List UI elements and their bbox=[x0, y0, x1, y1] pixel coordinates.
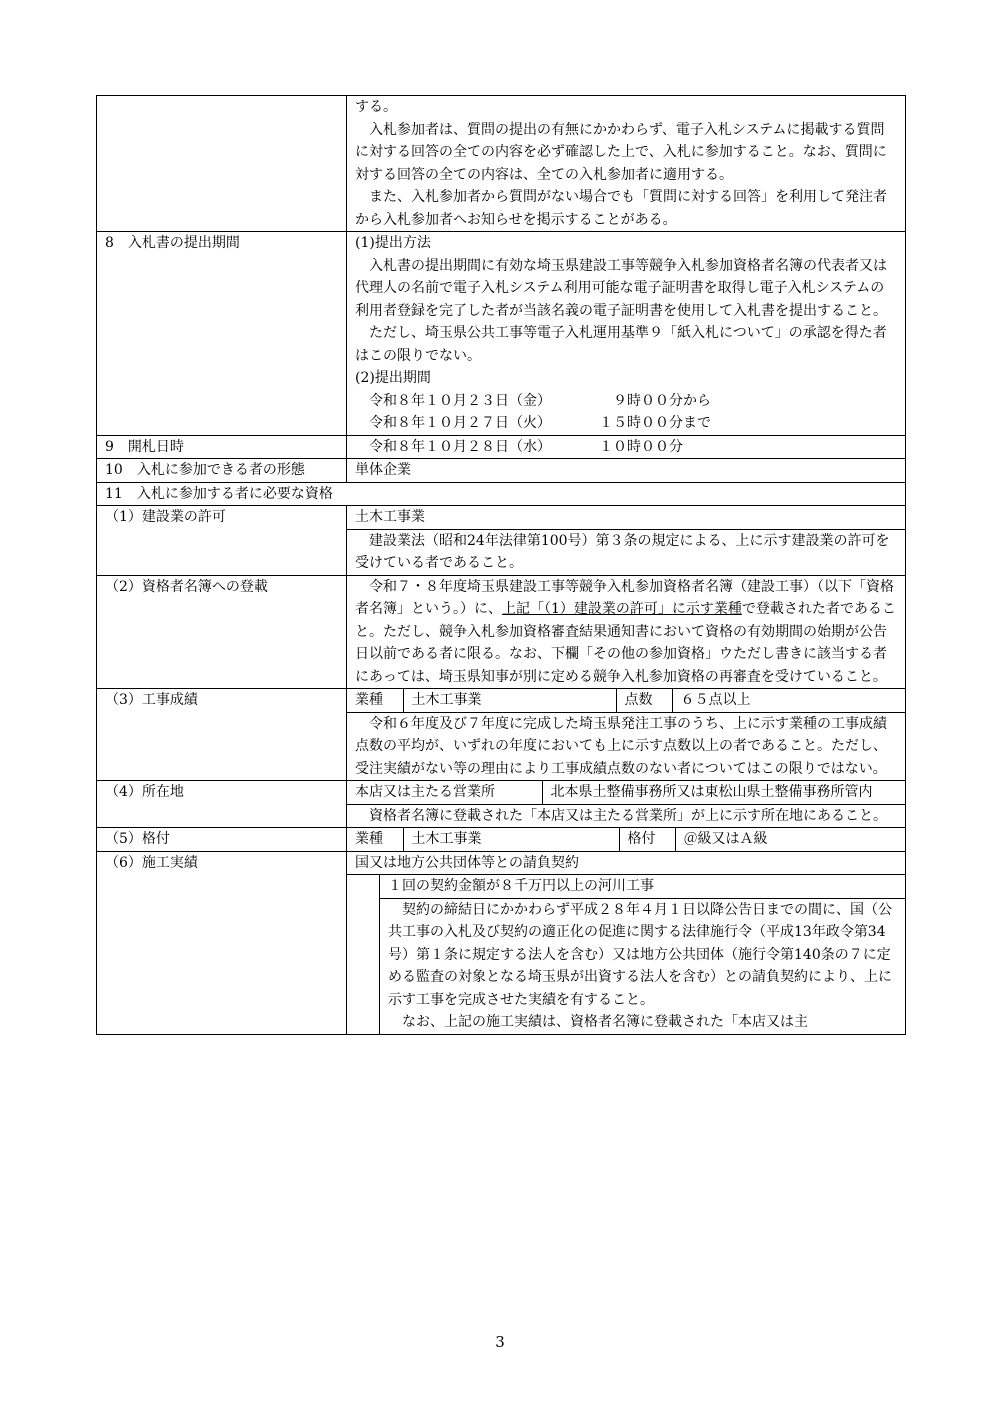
record-subhead: １回の契約金額が８千万円以上の河川工事 bbox=[380, 875, 905, 899]
paragraph: なお、上記の施工実績は、資格者名簿に登載された「本店又は主 bbox=[402, 1014, 808, 1030]
key: 業種 bbox=[347, 828, 403, 851]
value: 北本県土整備事務所又は東松山県土整備事務所管内 bbox=[542, 781, 905, 804]
document-page bbox=[96, 95, 905, 1035]
value: 単体企業 bbox=[347, 459, 906, 483]
key: 点数 bbox=[616, 689, 672, 712]
req-rating bbox=[97, 828, 906, 852]
row-label: 10 入札に参加できる者の形態 bbox=[97, 459, 347, 483]
row-label: （3）工事成績 bbox=[97, 689, 347, 781]
value: 土木工事業 bbox=[403, 828, 619, 851]
row-label: （1）建設業の許可 bbox=[97, 506, 347, 576]
date: 令和８年１０月２７日（火） bbox=[369, 415, 551, 431]
paragraph: ただし、埼玉県公共工事等電子入札運用基準９「紙入札について」の承認を得た者はこの限りでない。 bbox=[355, 325, 887, 364]
date: 令和８年１０月２３日（金） bbox=[369, 392, 551, 409]
note: 令和６年度及び７年度に完成した埼玉県発注工事のうち、上に示す業種の工事成績点数の平均が、いずれの年度においても上に示す点数以上の者であること。ただし、受注実績がない等の理由により工事成績点数のない者についてはこの限りではない。 bbox=[355, 715, 887, 777]
requirements-table bbox=[96, 95, 906, 1035]
value: ＠級又はＡ級 bbox=[683, 831, 768, 847]
req-license bbox=[97, 506, 906, 576]
row-9-opening bbox=[97, 435, 906, 459]
note: 建設業法（昭和24年法律第100号）第３条の規定による、上に示す建設業の許可を受けている者であること。 bbox=[355, 532, 890, 571]
key: 格付 bbox=[619, 828, 675, 851]
time: ９時００分から bbox=[613, 392, 711, 409]
row-label: （6）施工実績 bbox=[97, 851, 347, 1034]
row-7-continuation bbox=[97, 96, 906, 232]
row-label: （5）格付 bbox=[97, 828, 347, 852]
page-number: 3 bbox=[495, 1333, 505, 1351]
value: 土木工事業 bbox=[403, 689, 616, 712]
req-performance bbox=[97, 689, 906, 781]
paragraph: また、入札参加者から質問がない場合でも「質問に対する回答」を利用して発注者から入札参加者へお知らせを掲示することがある。 bbox=[355, 189, 887, 228]
paragraph: 契約の締結日にかかわらず平成２８年４月１日以降公告日までの間に、国（公共工事の入札及び契約の適正化の促進に関する法律施行令（平成13年政令第34号）第１条に規定する法人を含む）又は地方公共団体（施行令第140条の７に定める監査の対象となる埼玉県が出資する法人を含む）との請負契約により、上に示す工事を完成させた実績を有すること。 bbox=[388, 901, 892, 1008]
time: １０時００分 bbox=[599, 438, 683, 455]
sub-heading: (2)提出期間 bbox=[355, 370, 431, 386]
period-start bbox=[355, 390, 897, 413]
paragraph: 令和７・８年度埼玉県建設工事等競争入札参加資格者名簿（建設工事）（以下「資格者名簿」という。）に、上記「（1）建設業の許可」に示す業種で登載された者であること。ただし、競争入札参加資格審査結果通知書において資格の有効期間の始期が公告日以前である者に限る。なお、下欄「その他の参加資格」ウただし書きに該当する者にあっては、埼玉県知事が別に定める競争入札参加資格の再審査を受けていること。 bbox=[355, 578, 896, 685]
time: １５時００分まで bbox=[599, 415, 711, 431]
row-label: 8 入札書の提出期間 bbox=[97, 232, 347, 436]
row-label: （2）資格者名簿への登載 bbox=[97, 575, 347, 689]
sub-heading: (1)提出方法 bbox=[355, 235, 431, 251]
row-10-participant-form bbox=[97, 459, 906, 483]
record-head: 国又は地方公共団体等との請負契約 bbox=[347, 852, 905, 876]
period-end bbox=[355, 412, 897, 435]
paragraph: 入札参加者は、質問の提出の有無にかかわらず、電子入札システムに掲載する質問に対する回答の全ての内容を必ず確認した上で、入札に参加すること。なお、質問に対する回答の全ての内容は、全ての入札参加者に適用する。 bbox=[355, 121, 887, 183]
date: 令和８年１０月２８日（水） bbox=[369, 438, 551, 455]
underlined-text: 上記「（1）建設業の許可」に示す業種 bbox=[502, 601, 742, 617]
nested-block bbox=[379, 875, 905, 1034]
row-label: 9 開札日時 bbox=[97, 435, 347, 459]
key: 本店又は主たる営業所 bbox=[347, 781, 542, 804]
row-8-bid-period bbox=[97, 232, 906, 436]
req-location bbox=[97, 781, 906, 828]
note: 資格者名簿に登載された「本店又は主たる営業所」が上に示す所在地にあること。 bbox=[369, 807, 887, 824]
value: 土木工事業 bbox=[347, 506, 905, 529]
text-line: する。 bbox=[355, 99, 397, 115]
req-construction-record bbox=[97, 851, 906, 1034]
question-answer-cell bbox=[347, 96, 906, 232]
paragraph: 入札書の提出期間に有効な埼玉県建設工事等競争入札参加資格者名簿の代表者又は代理人の名前で電子入札システム利用可能な電子証明書を取得し電子入札システムの利用者登録を完了した者が当該名義の電子証明書を使用して入札書を提出すること。 bbox=[355, 257, 887, 319]
row-label: （4）所在地 bbox=[97, 781, 347, 828]
value: ６５点以上 bbox=[672, 689, 905, 712]
req-registry bbox=[97, 575, 906, 689]
row-label: 11 入札に参加する者に必要な資格 bbox=[97, 482, 906, 506]
row-11-header bbox=[97, 482, 906, 506]
key: 業種 bbox=[347, 689, 403, 712]
